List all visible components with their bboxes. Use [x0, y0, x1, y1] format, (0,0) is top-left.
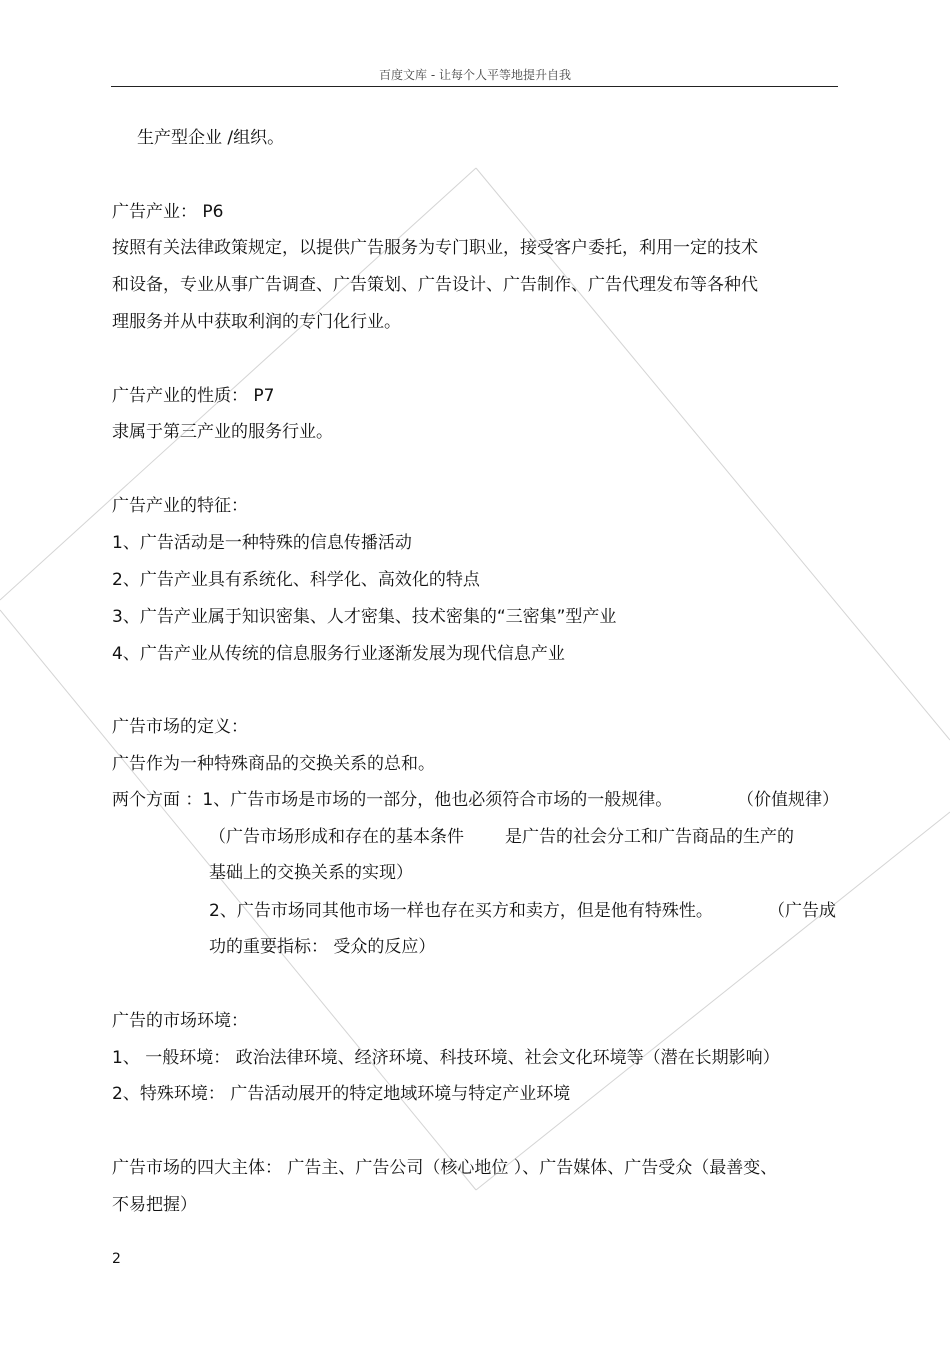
- section-heading: 广告市场的定义：: [112, 717, 248, 737]
- text-line: 功的重要指标： 受众的反应）: [209, 937, 436, 957]
- list-item: 2、特殊环境： 广告活动展开的特定地域环境与特定产业环境: [112, 1084, 571, 1104]
- text-line: （广告成: [768, 901, 836, 921]
- list-item: 3、广告产业属于知识密集、人才密集、技术密集的“三密集”型产业: [112, 607, 617, 627]
- text-line: 不易把握）: [112, 1195, 197, 1215]
- list-item: 1、广告活动是一种特殊的信息传播活动: [112, 533, 412, 553]
- list-item: 4、广告产业从传统的信息服务行业逐渐发展为现代信息产业: [112, 644, 565, 664]
- section-heading: 广告产业： P6: [112, 202, 224, 222]
- section-heading: 广告产业的特征：: [112, 496, 248, 516]
- section-heading: 广告产业的性质： P7: [112, 386, 275, 406]
- text-line: 理服务并从中获取利润的专门化行业。: [112, 312, 401, 332]
- text-line: （价值规律）: [737, 790, 839, 810]
- text-line: 隶属于第三产业的服务行业。: [112, 422, 333, 442]
- text-line: 两个方面 ：1、广告市场是市场的一部分，他也必须符合市场的一般规律。: [112, 790, 673, 810]
- list-item: 2、广告产业具有系统化、科学化、高效化的特点: [112, 570, 480, 590]
- text-line: 广告作为一种特殊商品的交换关系的总和。: [112, 754, 435, 774]
- text-line: 广告市场的四大主体： 广告主、广告公司（核心地位 ）、广告媒体、广告受众（最善变、: [112, 1158, 778, 1178]
- section-heading: 广告的市场环境：: [112, 1011, 248, 1031]
- list-item: 1、 一般环境： 政治法律环境、经济环境、科技环境、社会文化环境等（潜在长期影响）: [112, 1048, 780, 1068]
- page-number: 2: [112, 1251, 121, 1267]
- page-header: 百度文库 - 让每个人平等地提升自我: [379, 68, 571, 82]
- text-line: 基础上的交换关系的实现）: [209, 863, 413, 883]
- text-line: 2、广告市场同其他市场一样也存在买方和卖方，但是他有特殊性。: [209, 901, 713, 921]
- text-line: 按照有关法律政策规定，以提供广告服务为专门职业，接受客户委托，利用一定的技术: [112, 238, 758, 258]
- text-line: 和设备，专业从事广告调查、广告策划、广告设计、广告制作、广告代理发布等各种代: [112, 275, 758, 295]
- text-line: （广告市场形成和存在的基本条件: [209, 827, 464, 847]
- text-line: 生产型企业 /组织。: [137, 128, 285, 148]
- text-line: 是广告的社会分工和广告商品的生产的: [505, 827, 794, 847]
